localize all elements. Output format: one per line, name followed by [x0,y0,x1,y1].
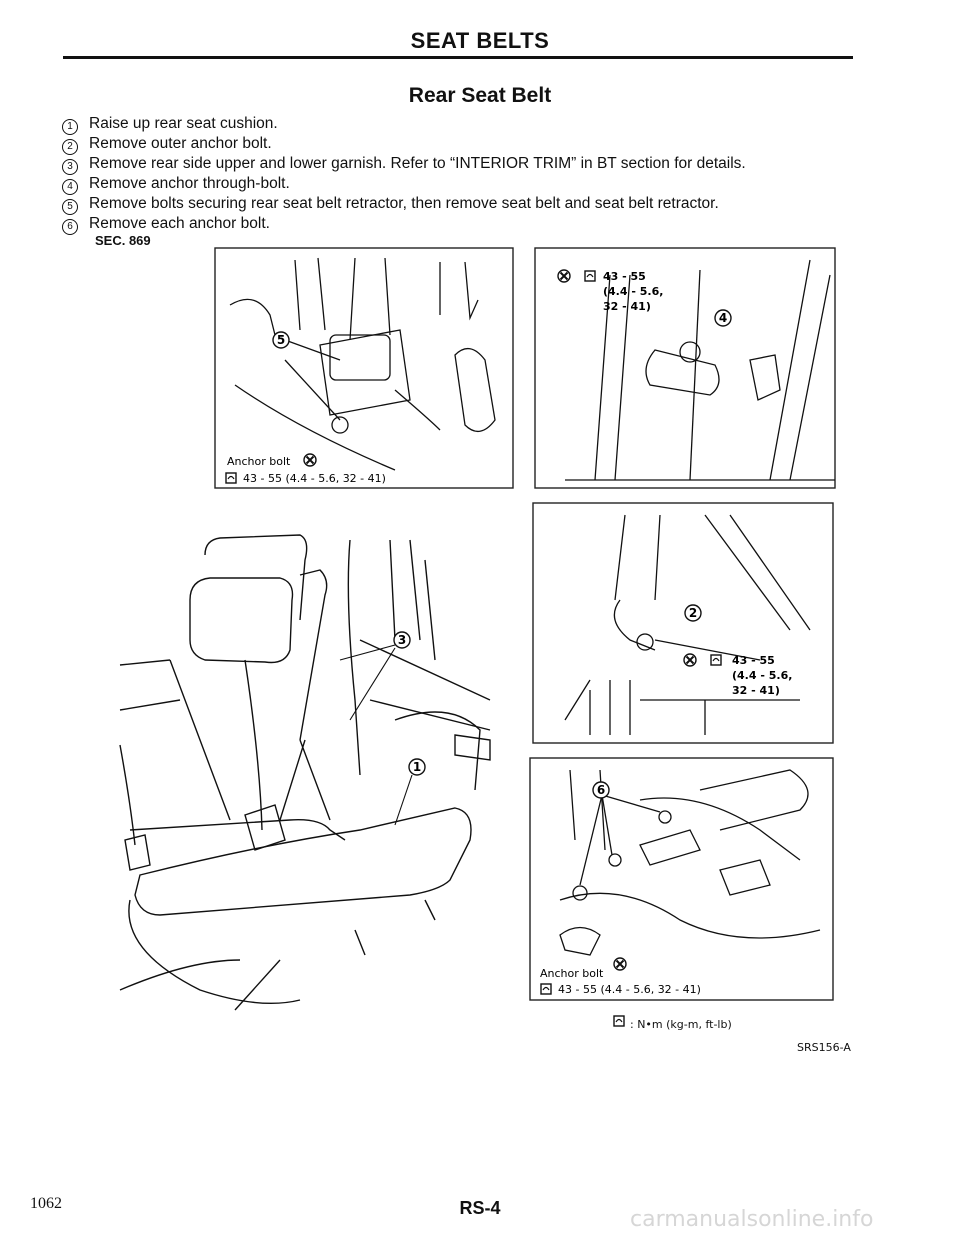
torque-icon [585,271,595,281]
watermark: carmanualsonline.info [630,1207,874,1232]
through-bolt-callout-4 [715,310,731,326]
torque-legend: : N•m (kg-m, ft-lb) [630,1018,732,1031]
step-number: 3 [62,159,78,175]
callout-6-label: 6 [596,783,606,797]
page-code: RS-4 [459,1198,501,1218]
torque-spec: 43 - 55 (4.4 - 5.6, 32 - 41) [558,983,701,996]
step-text: Remove bolts securing rear seat belt retractor, then remove seat belt and seat belt retractor. [89,195,719,212]
torque-spec: 43 - 55 (4.4 - 5.6, 32 - 41) [243,472,386,485]
panel-floor-anchors [530,758,833,1000]
main-seat-drawing [120,535,490,1010]
page-header-title: SEAT BELTS [410,28,550,53]
retractor-callout-5 [273,332,289,348]
floor-anchor-callout-6 [593,782,609,798]
bolt-icon [614,958,626,970]
bolt-icon [684,654,696,666]
section-code: SEC. 869 [95,233,151,248]
torque-metric: (4.4 - 5.6, [732,669,793,682]
step-number: 5 [62,199,78,215]
torque-metric: (4.4 - 5.6, [603,285,664,298]
torque-icon [226,473,236,483]
callout-2-label: 2 [688,606,698,620]
torque-icon [711,655,721,665]
step-text: Remove each anchor bolt. [89,215,270,232]
callout-4-label: 4 [718,311,728,325]
torque-value: 43 - 55 [732,654,775,667]
panel-retractor [215,248,513,488]
torque-icon [541,984,551,994]
bolt-icon [558,270,570,282]
step-number: 2 [62,139,78,155]
torque-imperial: 32 - 41) [732,684,780,697]
main-callout-1 [395,759,425,825]
figure-id: SRS156-A [797,1041,851,1054]
panel-through-bolt [535,248,835,488]
panel-outer-anchor [533,503,833,743]
step-text: Remove rear side upper and lower garnish. Refer to “INTERIOR TRIM” in BT section for details. [89,155,746,172]
anchor-bolt-label: Anchor bolt [227,455,291,468]
step-number: 4 [62,179,78,195]
bolt-icon [304,454,316,466]
callout-3-label: 3 [397,633,407,647]
section-title: Rear Seat Belt [408,84,552,107]
step-number: 1 [62,119,78,135]
torque-value: 43 - 55 [603,270,646,283]
step-text: Remove anchor through-bolt. [89,175,290,192]
step-text: Raise up rear seat cushion. [89,115,278,132]
callout-5-label: 5 [276,333,286,347]
step-number: 6 [62,219,78,235]
outer-anchor-callout-2 [685,605,701,621]
manual-page-number: 1062 [30,1195,62,1212]
callout-1-label: 1 [412,760,422,774]
step-text: Remove outer anchor bolt. [89,135,272,152]
anchor-bolt-label: Anchor bolt [540,967,604,980]
torque-icon [614,1016,624,1026]
torque-imperial: 32 - 41) [603,300,651,313]
